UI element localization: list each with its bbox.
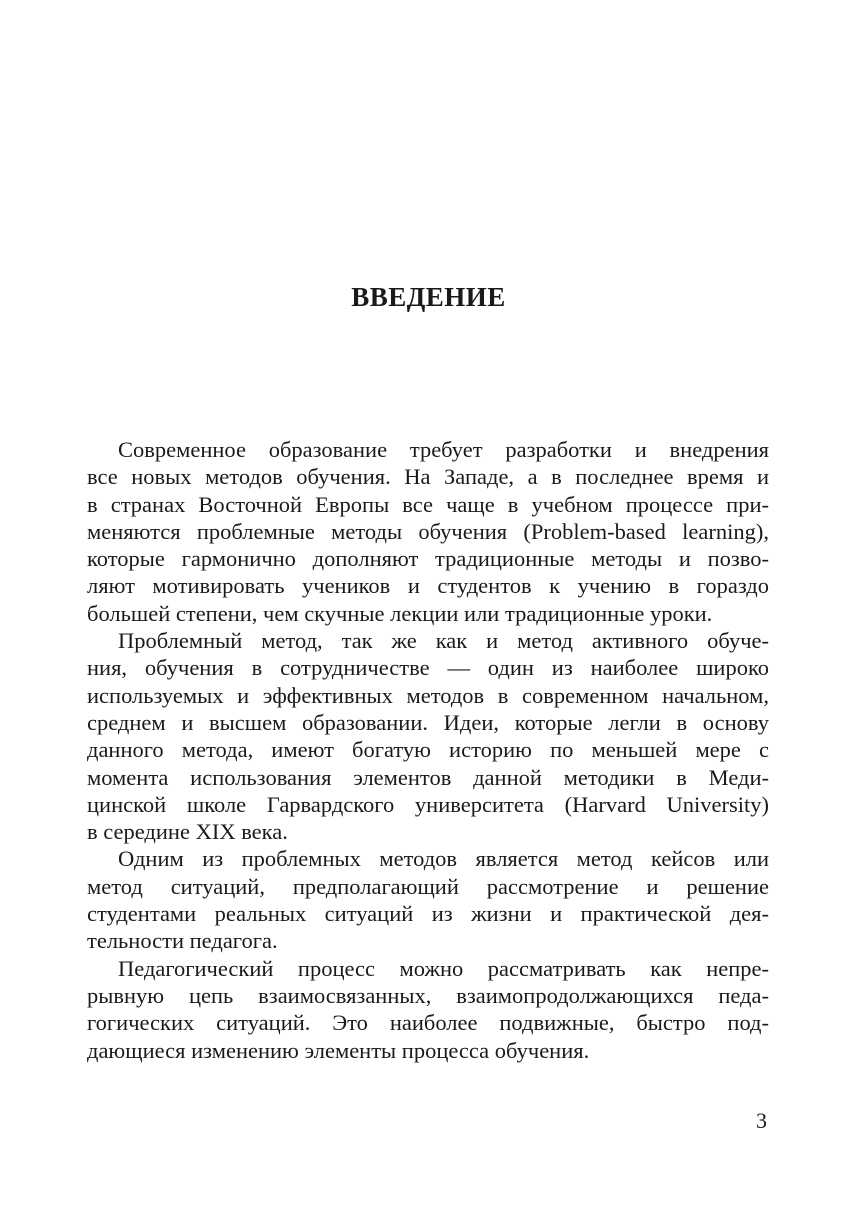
page-number: 3 [756, 1108, 767, 1133]
text-line: среднем и высшем образовании. Идеи, которые легли в основу [87, 709, 769, 735]
paragraph-1 [87, 436, 769, 627]
text-line: меняются проблемные методы обучения (Problem-based learning), [87, 518, 769, 544]
paragraph-4 [87, 955, 769, 1064]
text-line: студентами реальных ситуаций из жизни и практической дея- [87, 901, 769, 927]
body-text [87, 436, 769, 1064]
text-line: метод ситуаций, предполагающий рассмотрение и решение [87, 873, 769, 899]
text-line: используемых и эффективных методов в современном начальном, [87, 682, 769, 708]
text-line: тельности педагога. [87, 928, 278, 954]
text-line: все новых методов обучения. На Западе, а в последнее время и [87, 464, 769, 490]
text-line: цинской школе Гарвардского университета (Harvard University) [87, 791, 769, 817]
text-line: ляют мотивировать учеников и студентов к учению в гораздо [87, 573, 769, 599]
paragraph-3 [87, 845, 769, 954]
chapter-title: ВВЕДЕНИЕ [351, 282, 506, 312]
text-line: большей степени, чем скучные лекции или традиционные уроки. [87, 600, 713, 626]
text-line: Педагогический процесс можно рассматривать как непре- [118, 955, 769, 981]
text-line: Современное образование требует разработки и внедрения [118, 437, 769, 462]
text-line: данного метода, имеют богатую историю по меньшей мере с [87, 737, 769, 763]
text-line: гогических ситуаций. Это наиболее подвижные, быстро под- [87, 1010, 769, 1036]
text-line: которые гармонично дополняют традиционные методы и позво- [87, 546, 769, 572]
text-line: Одним из проблемных методов является метод кейсов или [118, 846, 769, 872]
text-line: момента использования элементов данной методики в Меди- [87, 764, 769, 790]
text-line: Проблемный метод, так же как и метод активного обуче- [118, 628, 769, 654]
text-line: рывную цепь взаимосвязанных, взаимопродолжающихся педа- [87, 982, 769, 1008]
paragraph-2 [87, 627, 769, 845]
text-line: в странах Восточной Европы все чаще в учебном процессе при- [87, 491, 769, 517]
text-line: в середине XIX века. [87, 819, 288, 845]
text-line: дающиеся изменению элементы процесса обучения. [87, 1037, 590, 1063]
text-line: ния, обучения в сотрудничестве — один из наиболее широко [87, 655, 769, 681]
